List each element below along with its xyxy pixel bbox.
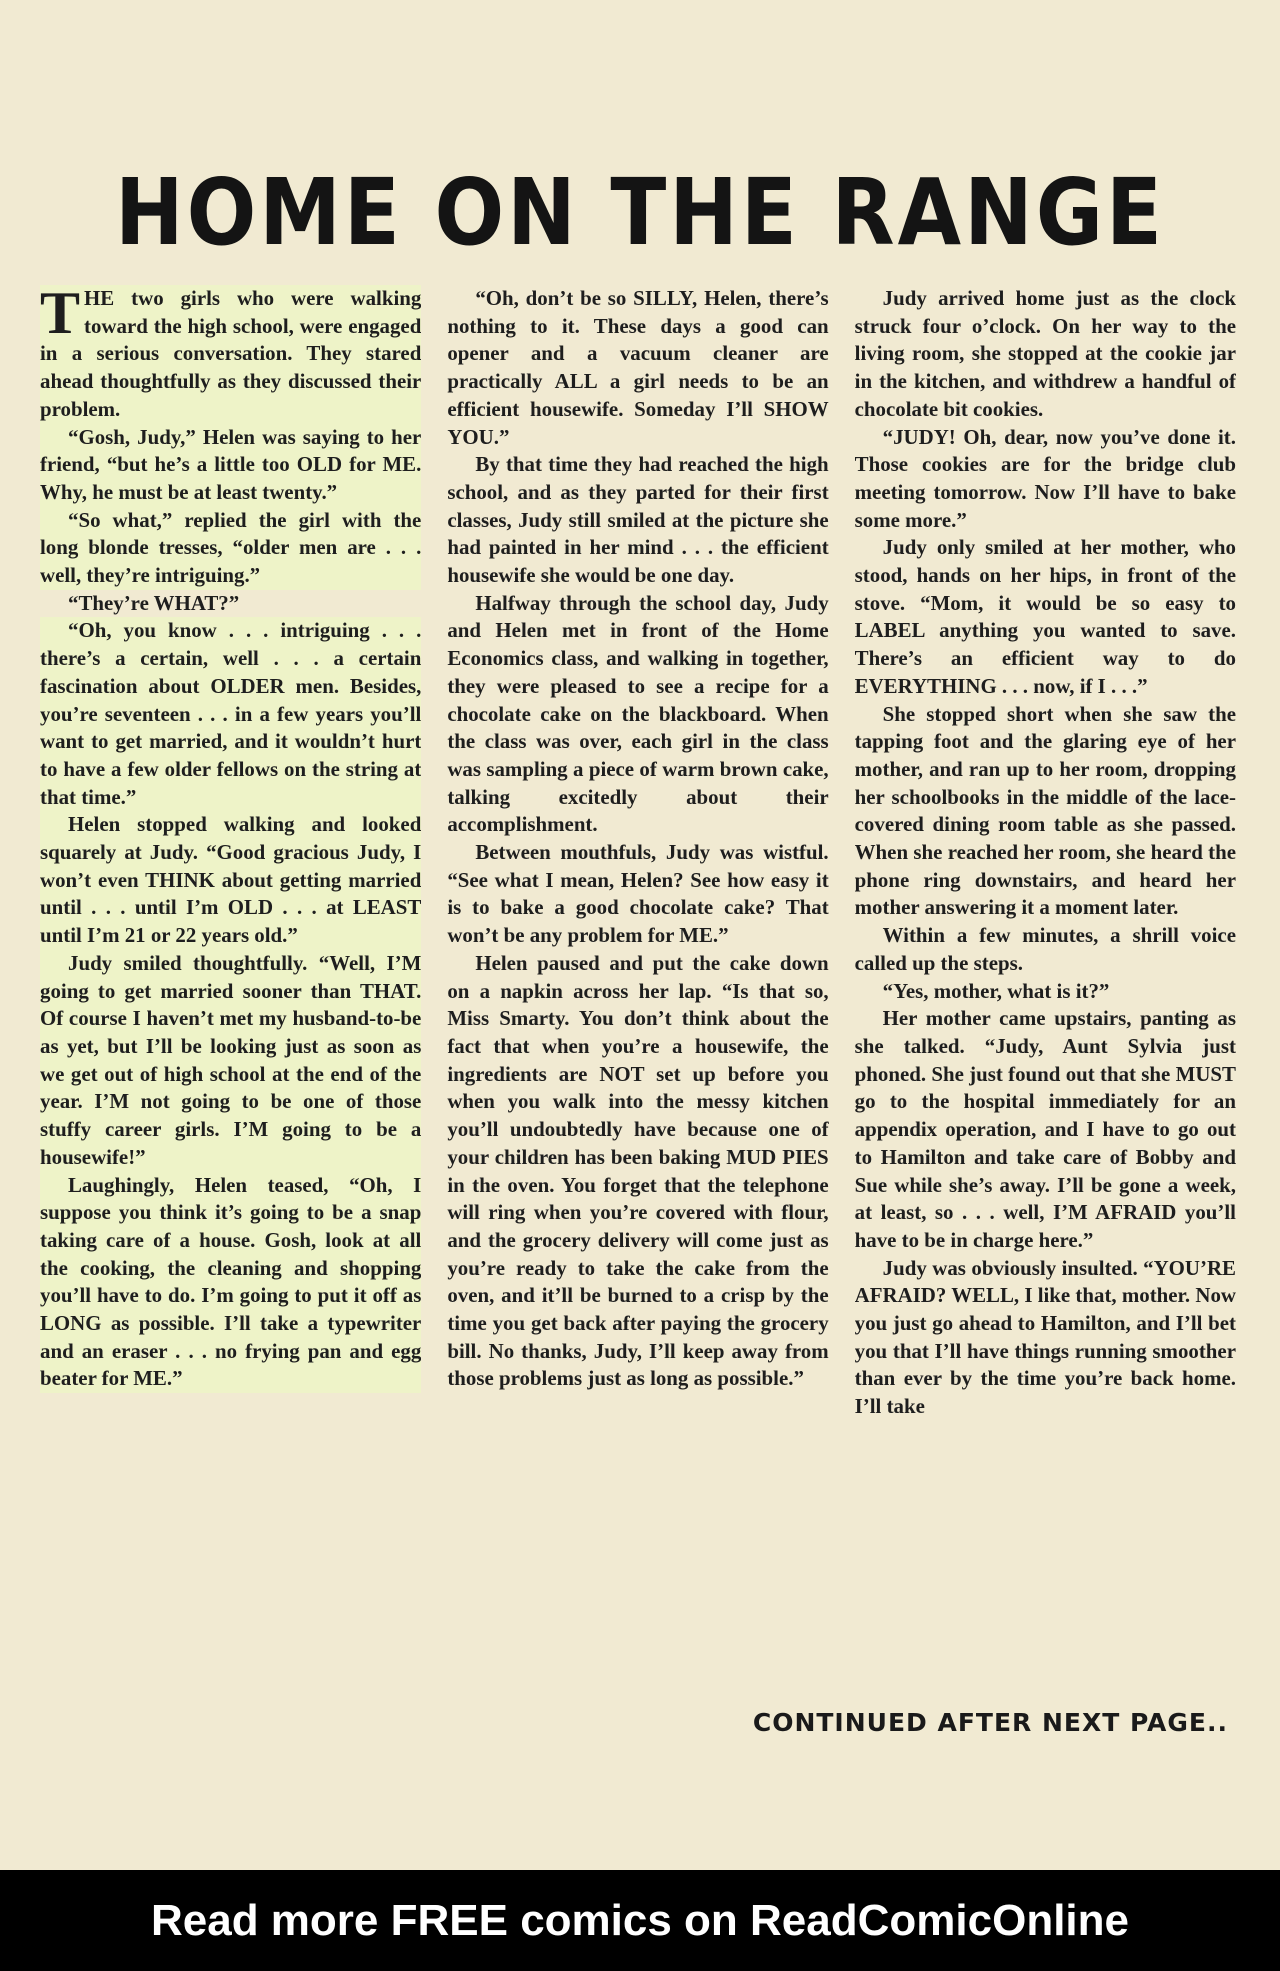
paragraph: Judy was obviously insulted. “YOU’RE AFRAID? WELL, I like that, mother. Now you just go ahead to Hamilton, and I’ll bet you that I’ll have things running smoother than ever by the time you’re back home. I’ll take — [854, 1255, 1236, 1419]
text-column-2 — [447, 285, 828, 1690]
paragraph: Judy arrived home just as the clock struck four o’clock. On her way to the living room, she stopped at the cookie jar in the kitchen, and withdrew a handful of chocolate bit cookies. — [854, 286, 1236, 421]
drop-cap: T — [40, 285, 81, 346]
paragraph: Between mouthfuls, Judy was wistful. “See what I mean, Helen? See how easy it is to bake a good chocolate cake? That won’t be any problem for ME.” — [447, 840, 829, 948]
paragraph: “JUDY! Oh, dear, now you’ve done it. Those cookies are for the bridge club meeting tomorrow. Now I’ll have to bake some more.” — [854, 424, 1236, 532]
story-body — [40, 285, 1236, 1690]
paragraph: “So what,” replied the girl with the long blonde tresses, “older men are . . . well, they’re intriguing.” — [40, 507, 421, 590]
promo-banner-link[interactable]: Read more FREE comics on ReadComicOnline — [150, 1895, 1129, 1945]
story-title: HOME ON THE RANGE — [114, 160, 1166, 267]
paragraph-text: HE two girls who were walking toward the high school, were engaged in a serious conversation. They stared ahead thoughtfully as they discussed their problem. — [40, 286, 422, 421]
paragraph: She stopped short when she saw the tapping foot and the glaring eye of her mother, and ran up to her room, dropping her schoolbooks in the middle of the lace-covered dining room table as she passed. When she reached her room, she heard the phone ring downstairs, and heard her mother answering it a moment later. — [854, 701, 1236, 920]
paragraph: Judy only smiled at her mother, who stood, hands on her hips, in front of the stove. “Mom, it would be so easy to LABEL anything you wanted to save. There’s an efficient way to do EVERYTHING . . . now, if I . . .” — [854, 535, 1236, 698]
paragraph: “Oh, don’t be so SILLY, Helen, there’s nothing to it. These days a good can opener and a vacuum cleaner are practically ALL a girl needs to be an efficient housewife. Someday I’ll SHOW YOU.” — [447, 286, 829, 449]
text-column-1 — [40, 285, 421, 1690]
paragraph: By that time they had reached the high school, and as they parted for their first classes, Judy still smiled at the picture she had painted in her mind . . . the efficient housewife she would be one day. — [447, 452, 829, 588]
paragraph: Helen paused and put the cake down on a napkin across her lap. “Is that so, Miss Smarty. You don’t think about the fact that when you’re a housewife, the ingredients are NOT set up before you when you walk into the messy kitchen you’ll undoubtedly have because one of your children has been baking MUD PIES in the oven. You forget that the telephone will ring when you’re covered with flour, and the grocery delivery will come just as you’re ready to take the cake from the oven, and it’ll be burned to a crisp by the time you get back after paying the grocery bill. No thanks, Judy, I’ll keep away from those problems just as long as possible.” — [447, 950, 829, 1391]
paragraph: Helen stopped walking and looked squarely at Judy. “Good gracious Judy, I won’t even THINK about getting married until . . . until I’m OLD . . . at LEAST until I’m 21 or 22 years old.” — [40, 811, 421, 950]
paragraph: Within a few minutes, a shrill voice called up the steps. — [854, 923, 1236, 975]
paragraph: Halfway through the school day, Judy and Helen met in front of the Home Economics class, and walking in together, they were pleased to see a recipe for a chocolate cake on the blackboard. When the class was over, each girl in the class was sampling a piece of warm brown cake, talking excitedly about their accomplishment. — [447, 590, 829, 837]
paragraph: Laughingly, Helen teased, “Oh, I suppose you think it’s going to be a snap taking care of a house. Gosh, look at all the cooking, the cleaning and shopping you’ll have to do. I’m going to put it off as LONG as possible. I’ll take a typewriter and an eraser . . . no frying pan and egg beater for ME.” — [40, 1172, 421, 1394]
paragraph: Her mother came upstairs, panting as she talked. “Judy, Aunt Sylvia just phoned. She just found out that she MUST go to the hospital immediately for an appendix operation, and I have to go out to Hamilton and take care of Bobby and Sue while she’s away. I’ll be gone a week, at least, so . . . well, I’M AFRAID you’ll have to be in charge here.” — [854, 1006, 1236, 1252]
text-column-3 — [855, 285, 1236, 1690]
promo-banner — [0, 1870, 1280, 1971]
paragraph: “Gosh, Judy,” Helen was saying to her friend, “but he’s a little too OLD for ME. Why, he must be at least twenty.” — [40, 424, 421, 507]
paragraph: “They’re WHAT?” — [68, 590, 240, 615]
continued-notice: CONTINUED AFTER NEXT PAGE.. — [752, 1708, 1228, 1737]
paragraph — [40, 285, 421, 424]
paragraph: Judy smiled thoughtfully. “Well, I’M going to get married sooner than THAT. Of course I haven’t met my husband-to-be as yet, but I’ll be looking just as soon as we get out of high school at the end of the year. I’M not going to be one of those stuffy career girls. I’M going to be a housewife!” — [40, 950, 421, 1172]
paragraph: “Yes, mother, what is it?” — [882, 978, 1110, 1003]
paragraph: “Oh, you know . . . intriguing . . . there’s a certain, well . . . a certain fascination about OLDER men. Besides, you’re seventeen . . . in a few years you’ll want to get married, and it wouldn’t hurt to have a few older fellows on the string at that time.” — [40, 617, 421, 811]
